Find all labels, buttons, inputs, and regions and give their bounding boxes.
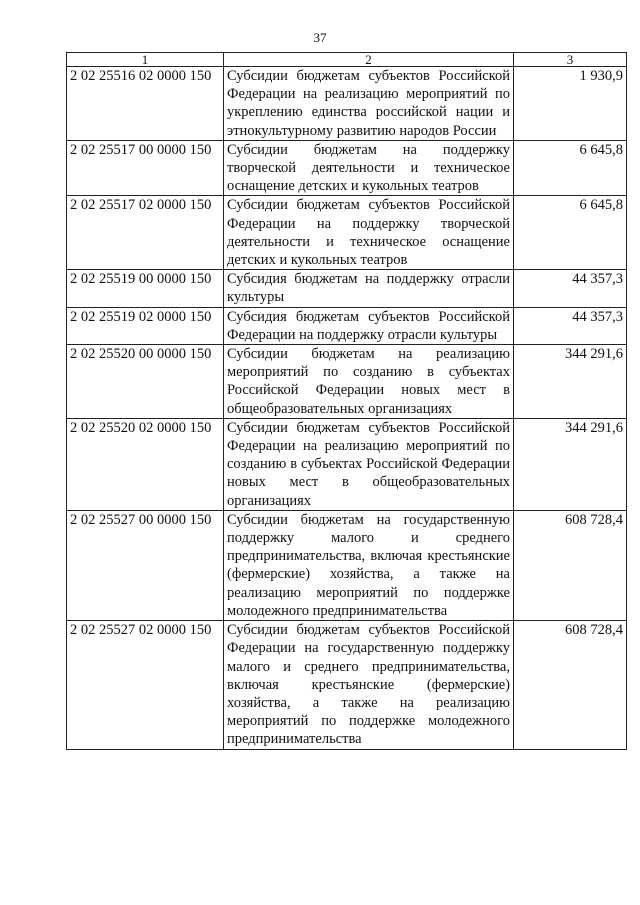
page-number: 37 <box>313 30 327 45</box>
budget-code-cell: 2 02 25517 02 0000 150 <box>67 196 224 270</box>
budget-code-cell: 2 02 25519 02 0000 150 <box>67 307 224 344</box>
amount-cell: 6 645,8 <box>514 196 627 270</box>
budget-code-cell: 2 02 25520 00 0000 150 <box>67 345 224 419</box>
amount-cell: 1 930,9 <box>514 67 627 141</box>
revenue-name-cell: Субсидии бюджетам субъектов Российской Федерации на реализацию мероприятий по укреплению единства российской нации и этнокультурному развитию народов России <box>224 67 514 141</box>
revenue-name-cell: Субсидии бюджетам субъектов Российской Федерации на государственную поддержку малого и среднего предпринимательства, включая крестьянские (фермерские) хозяйства, а также на реализацию мероприятий по поддержке молодежного предпринимательства <box>224 621 514 749</box>
revenue-name-cell: Субсидия бюджетам на поддержку отрасли культуры <box>224 270 514 307</box>
table-row <box>67 621 627 749</box>
budget-code-cell: 2 02 25527 00 0000 150 <box>67 510 224 620</box>
table-row <box>67 270 627 307</box>
table-row <box>67 418 627 510</box>
revenue-name-cell: Субсидии бюджетам субъектов Российской Федерации на поддержку творческой деятельности и техническое оснащение детских и кукольных театров <box>224 196 514 270</box>
revenue-name-cell: Субсидия бюджетам субъектов Российской Федерации на поддержку отрасли культуры <box>224 307 514 344</box>
amount-cell: 44 357,3 <box>514 270 627 307</box>
table-row <box>67 510 627 620</box>
revenue-name-cell: Субсидии бюджетам на реализацию мероприятий по созданию в субъектах Российской Федерации новых мест в общеобразовательных организациях <box>224 345 514 419</box>
budget-revenue-table <box>66 52 627 750</box>
table-header-row <box>67 53 627 67</box>
table-row <box>67 196 627 270</box>
budget-code-cell: 2 02 25516 02 0000 150 <box>67 67 224 141</box>
revenue-name-cell: Субсидии бюджетам на поддержку творческой деятельности и техническое оснащение детских и кукольных театров <box>224 140 514 196</box>
revenue-name-cell: Субсидии бюджетам на государственную поддержку малого и среднего предпринимательства, включая крестьянские (фермерские) хозяйства, а также на реализацию мероприятий по поддержке молодежного предпринимательства <box>224 510 514 620</box>
amount-cell: 344 291,6 <box>514 345 627 419</box>
column-header-code: 1 <box>67 53 224 67</box>
table-row <box>67 67 627 141</box>
budget-code-cell: 2 02 25520 02 0000 150 <box>67 418 224 510</box>
amount-cell: 6 645,8 <box>514 140 627 196</box>
column-header-amount: 3 <box>514 53 627 67</box>
table-row <box>67 140 627 196</box>
revenue-name-cell: Субсидии бюджетам субъектов Российской Федерации на реализацию мероприятий по созданию в субъектах Российской Федерации новых мест в общеобразовательных организациях <box>224 418 514 510</box>
amount-cell: 608 728,4 <box>514 510 627 620</box>
budget-code-cell: 2 02 25517 00 0000 150 <box>67 140 224 196</box>
amount-cell: 608 728,4 <box>514 621 627 749</box>
table-row <box>67 345 627 419</box>
table-row <box>67 307 627 344</box>
column-header-name: 2 <box>224 53 514 67</box>
amount-cell: 44 357,3 <box>514 307 627 344</box>
budget-code-cell: 2 02 25519 00 0000 150 <box>67 270 224 307</box>
budget-code-cell: 2 02 25527 02 0000 150 <box>67 621 224 749</box>
amount-cell: 344 291,6 <box>514 418 627 510</box>
